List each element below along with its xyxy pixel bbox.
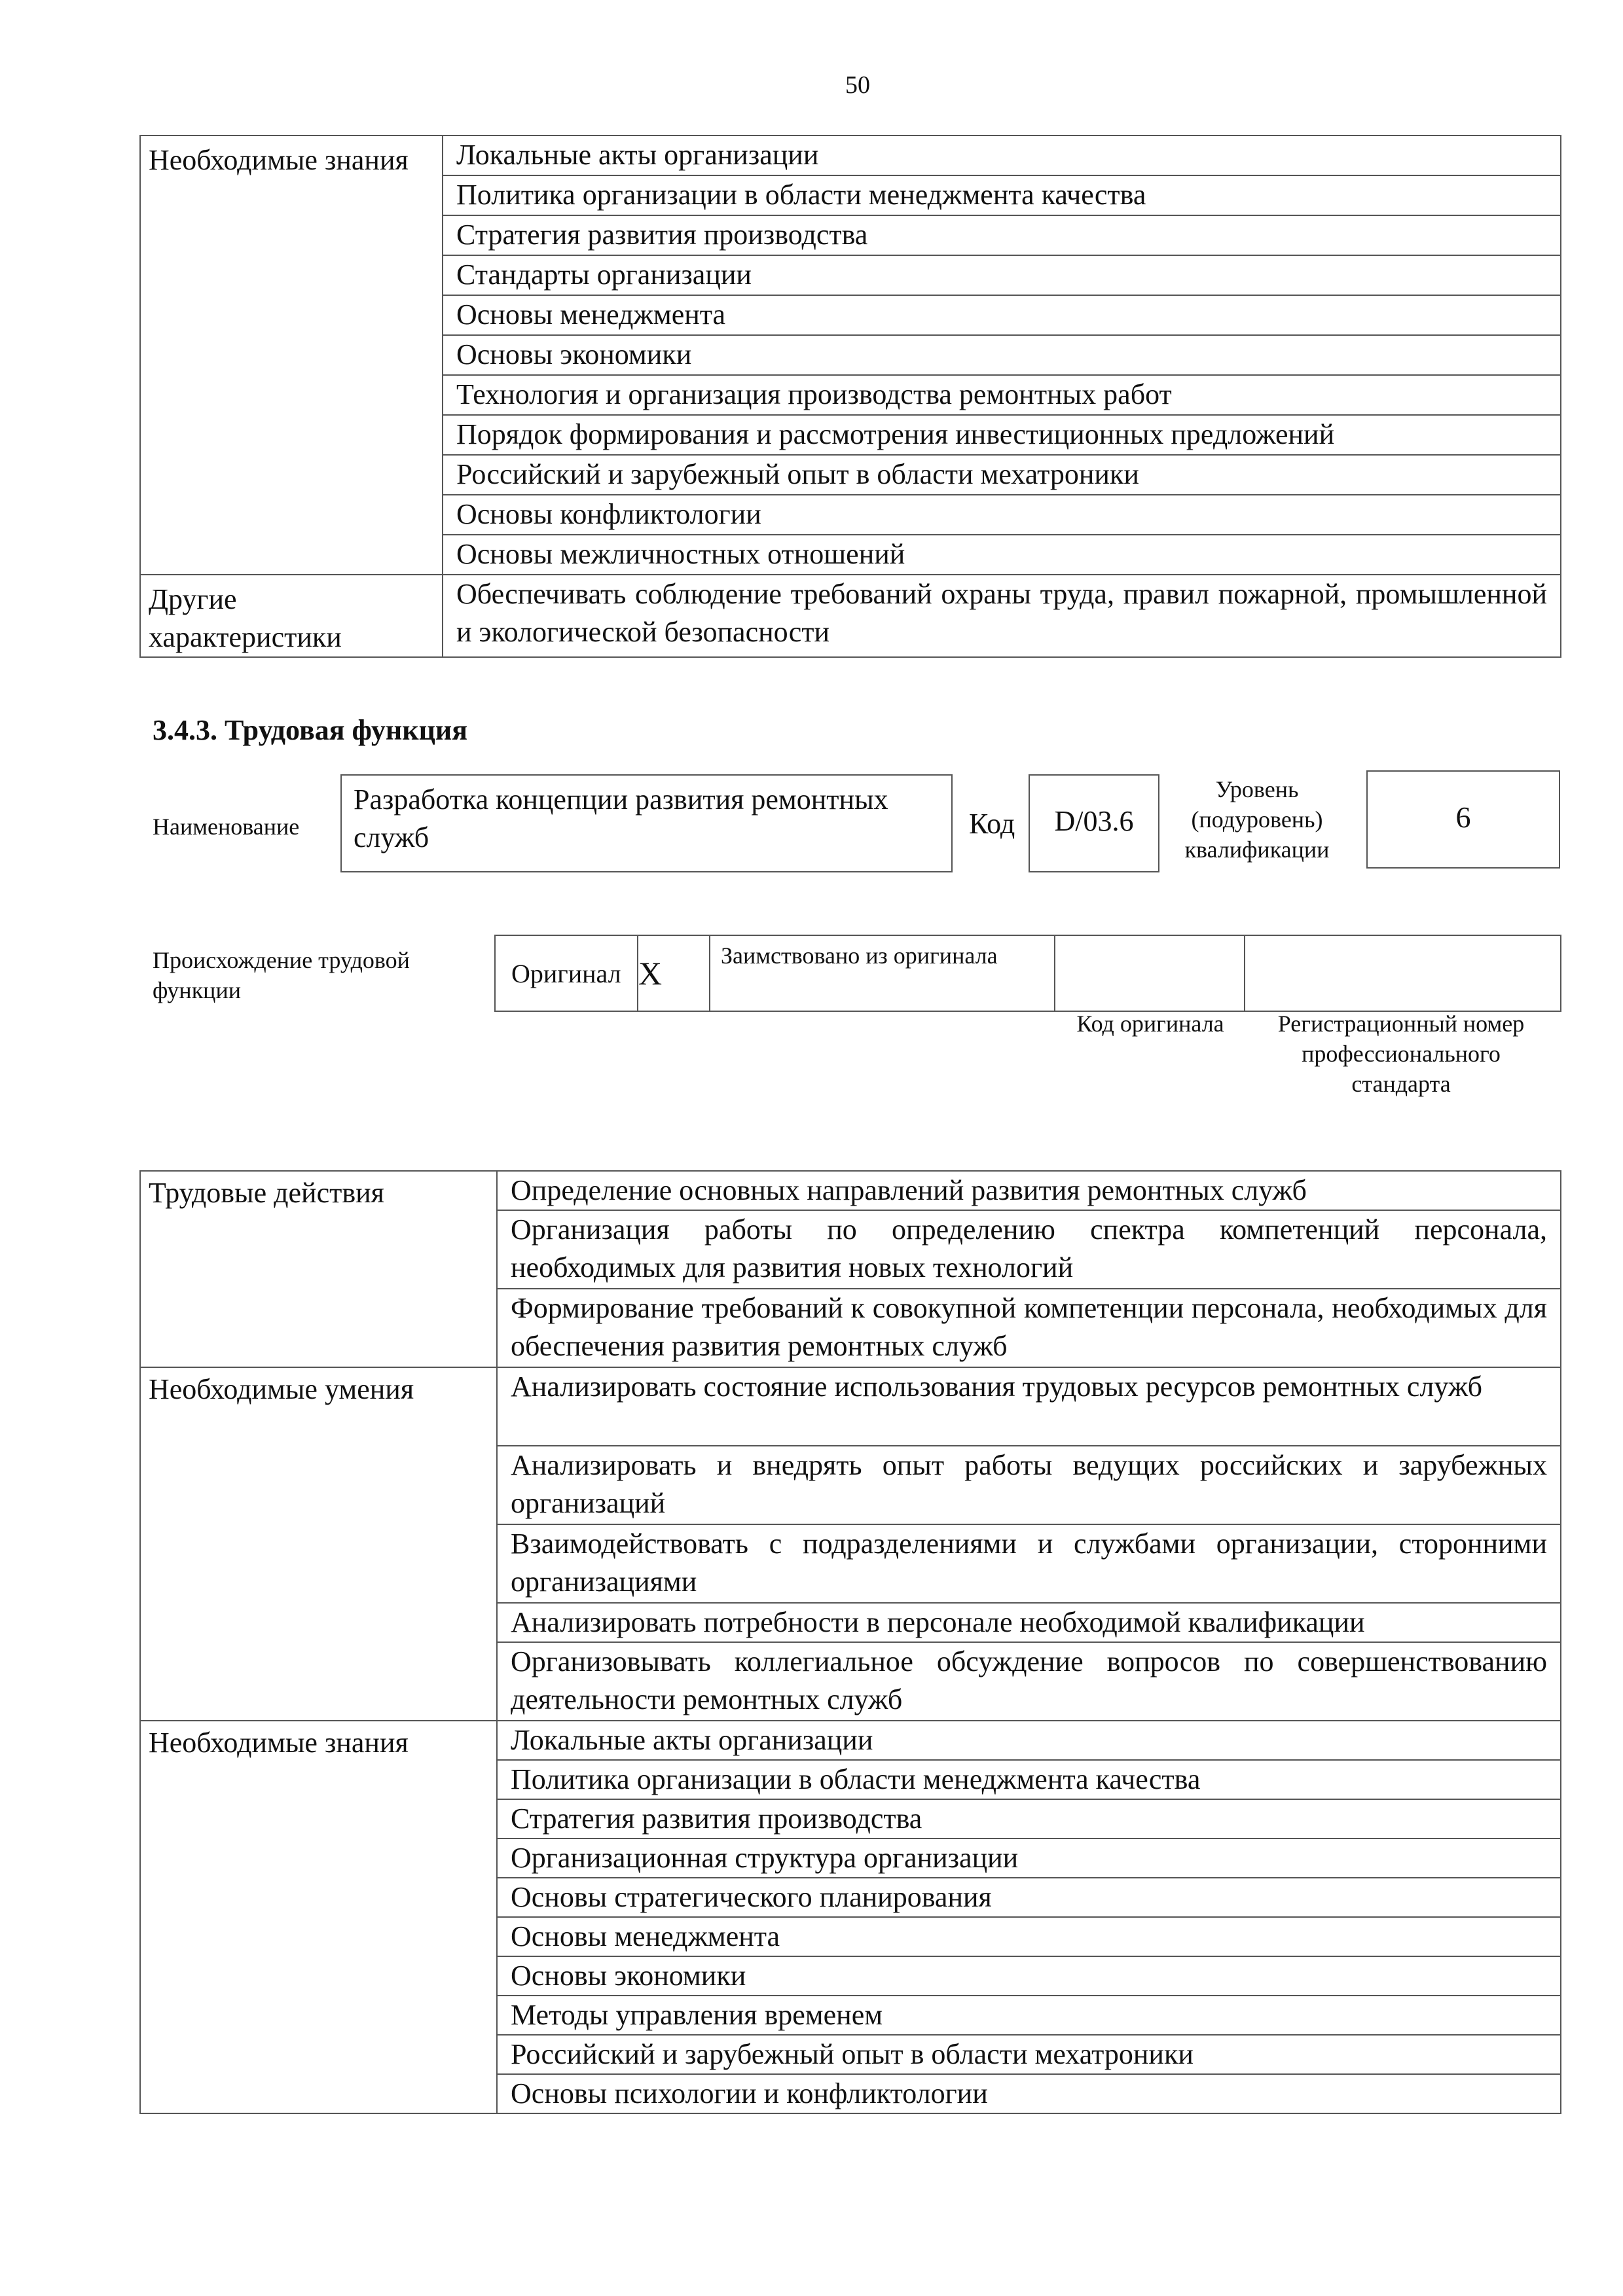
skill-item: Взаимодействовать с подразделениями и службами организации, сторонними организациями bbox=[497, 1524, 1561, 1603]
knowledge-item: Стандарты организации bbox=[443, 255, 1561, 295]
actions-label: Трудовые действия bbox=[140, 1171, 497, 1367]
skill-item: Анализировать и внедрять опыт работы ведущих российских и зарубежных организаций bbox=[497, 1446, 1561, 1524]
skill-item: Анализировать состояние использования трудовых ресурсов ремонтных служб bbox=[497, 1367, 1561, 1446]
knowledge-label: Необходимые знания bbox=[140, 135, 443, 575]
knowledge-item: Политика организации в области менеджмента качества bbox=[443, 175, 1561, 215]
knowledge-item: Технология и организация производства ремонтных работ bbox=[443, 375, 1561, 415]
knowledge-item: Локальные акты организации bbox=[497, 1721, 1561, 1760]
origin-label: Происхождение трудовой функции bbox=[153, 947, 410, 1003]
knowledge-item: Основы психологии и конфликтологии bbox=[497, 2074, 1561, 2113]
borrowed-label: Заимствовано из оригинала bbox=[710, 935, 1055, 1011]
action-item: Формирование требований к совокупной компетенции персонала, необходимых для обеспечения развития ремонтных служб bbox=[497, 1289, 1561, 1367]
code-original-cell bbox=[1055, 935, 1245, 1011]
code-label: Код bbox=[969, 808, 1015, 840]
knowledge-item: Порядок формирования и рассмотрения инвестиционных предложений bbox=[443, 415, 1561, 455]
knowledge-item: Основы экономики bbox=[443, 335, 1561, 375]
knowledge-item: Российский и зарубежный опыт в области мехатроники bbox=[443, 455, 1561, 495]
knowledge-item: Основы менеджмента bbox=[497, 1917, 1561, 1956]
knowledge-item: Основы менеджмента bbox=[443, 295, 1561, 335]
original-label: Оригинал bbox=[495, 935, 638, 1011]
knowledge-item: Политика организации в области менеджмента качества bbox=[497, 1760, 1561, 1799]
knowledge-item: Основы стратегического планирования bbox=[497, 1878, 1561, 1917]
origin-table bbox=[494, 935, 1561, 1012]
top-requirements-table bbox=[139, 135, 1561, 658]
knowledge-item: Стратегия развития производства bbox=[497, 1799, 1561, 1839]
page-number: 50 bbox=[845, 71, 870, 99]
knowledge-item: Основы межличностных отношений bbox=[443, 535, 1561, 575]
other-characteristics-label: Другие характеристики bbox=[140, 575, 443, 657]
original-mark: X bbox=[638, 935, 710, 1011]
skills-label: Необходимые умения bbox=[140, 1367, 497, 1721]
reg-number-caption: Регистрационный номер профессионального стандарта bbox=[1277, 1011, 1525, 1097]
knowledge-item: Локальные акты организации bbox=[443, 135, 1561, 175]
knowledge-item: Организационная структура организации bbox=[497, 1839, 1561, 1878]
function-code-box: D/03.6 bbox=[1029, 774, 1159, 872]
knowledge-item: Основы экономики bbox=[497, 1956, 1561, 1996]
function-name-box: Разработка концепции развития ремонтных служб bbox=[340, 774, 953, 872]
knowledge-item: Российский и зарубежный опыт в области мехатроники bbox=[497, 2035, 1561, 2074]
qualification-level-box: 6 bbox=[1366, 770, 1560, 869]
other-characteristics-item: Обеспечивать соблюдение требований охраны труда, правил пожарной, промышленной и экологической безопасности bbox=[443, 575, 1561, 657]
section-heading: 3.4.3. Трудовая функция bbox=[153, 714, 468, 746]
knowledge-label: Необходимые знания bbox=[140, 1721, 497, 2113]
function-requirements-table bbox=[139, 1170, 1561, 2114]
name-label: Наименование bbox=[153, 814, 300, 840]
reg-number-cell bbox=[1245, 935, 1561, 1011]
knowledge-item: Методы управления временем bbox=[497, 1996, 1561, 2035]
knowledge-item: Стратегия развития производства bbox=[443, 215, 1561, 255]
skill-item: Организовывать коллегиальное обсуждение вопросов по совершенствованию деятельности ремонтных служб bbox=[497, 1642, 1561, 1721]
code-original-caption: Код оригинала bbox=[1076, 1011, 1224, 1037]
level-label: Уровень (подуровень) квалификации bbox=[1184, 776, 1330, 863]
action-item: Определение основных направлений развития ремонтных служб bbox=[497, 1171, 1561, 1210]
skill-item: Анализировать потребности в персонале необходимой квалификации bbox=[497, 1603, 1561, 1642]
action-item: Организация работы по определению спектра компетенций персонала, необходимых для развития новых технологий bbox=[497, 1210, 1561, 1289]
knowledge-item: Основы конфликтологии bbox=[443, 495, 1561, 535]
